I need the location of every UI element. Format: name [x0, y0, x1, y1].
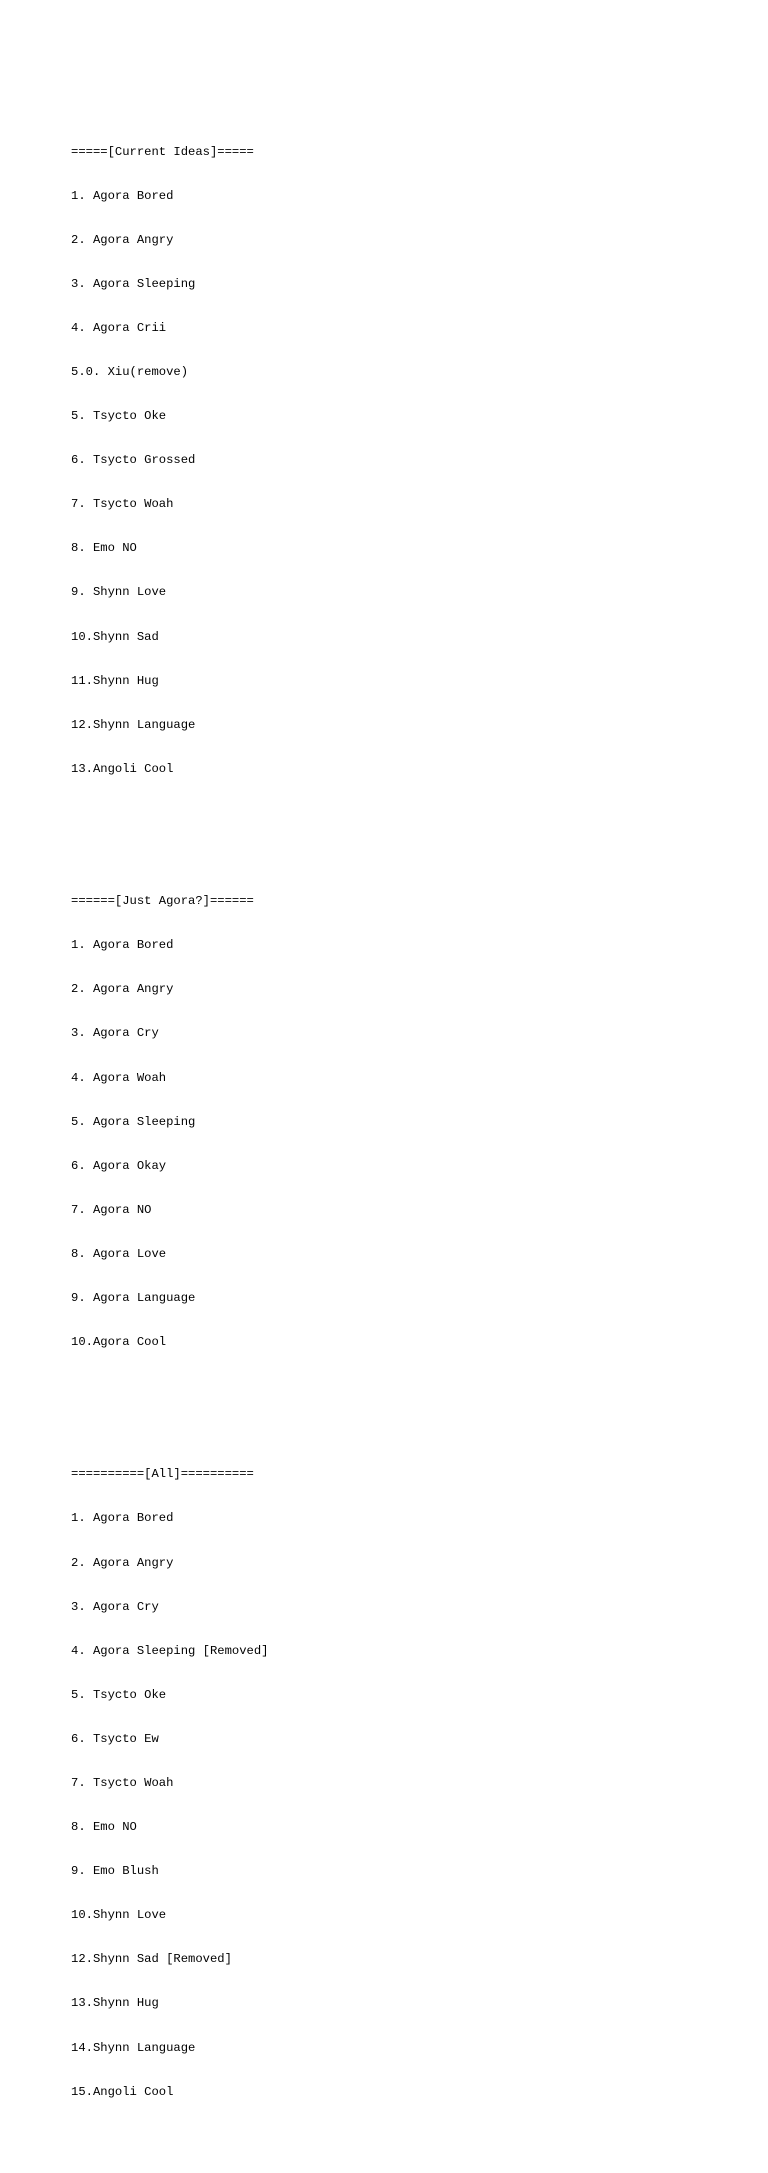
list-item: 12.Shynn Language	[71, 717, 196, 732]
list-item: 7. Agora NO	[71, 1202, 152, 1217]
list-item: 10.Shynn Sad	[71, 629, 159, 644]
list-item: 1. Agora Bored	[71, 1511, 174, 1526]
list-item: 1. Agora Bored	[71, 938, 174, 953]
section-header: ======[Just Agora?]======	[71, 894, 254, 909]
section-just-agora	[71, 865, 268, 1379]
list-item: 3. Agora Sleeping	[71, 276, 196, 291]
list-item: 4. Agora Sleeping [Removed]	[71, 1643, 269, 1658]
list-item: 5. Tsycto Oke	[71, 409, 167, 424]
list-item: 3. Agora Cry	[71, 1026, 159, 1041]
list-item: 13.Shynn Hug	[71, 1996, 159, 2011]
list-item: 11.Shynn Hug	[71, 673, 159, 688]
list-item: 10.Agora Cool	[71, 1335, 167, 1350]
text-document	[71, 71, 268, 2173]
list-item: 9. Emo Blush	[71, 1864, 159, 1879]
list-item: 15.Angoli Cool	[71, 2084, 174, 2099]
section-all	[71, 1438, 268, 2129]
list-item: 6. Agora Okay	[71, 1158, 167, 1173]
list-item: 4. Agora Crii	[71, 320, 167, 335]
section-current-ideas	[71, 115, 268, 806]
list-item: 5. Tsycto Oke	[71, 1687, 167, 1702]
list-item: 10.Shynn Love	[71, 1908, 167, 1923]
list-item: 7. Tsycto Woah	[71, 497, 174, 512]
list-item: 13.Angoli Cool	[71, 761, 174, 776]
list-item: 8. Emo NO	[71, 541, 137, 556]
list-item: 8. Agora Love	[71, 1246, 167, 1261]
list-item: 9. Agora Language	[71, 1290, 196, 1305]
list-item: 4. Agora Woah	[71, 1070, 167, 1085]
list-item: 2. Agora Angry	[71, 232, 174, 247]
list-item: 14.Shynn Language	[71, 2040, 196, 2055]
list-item: 3. Agora Cry	[71, 1599, 159, 1614]
list-item: 9. Shynn Love	[71, 585, 167, 600]
list-item: 8. Emo NO	[71, 1820, 137, 1835]
list-item: 1. Agora Bored	[71, 188, 174, 203]
list-item: 6. Tsycto Grossed	[71, 453, 196, 468]
section-header: =====[Current Ideas]=====	[71, 144, 254, 159]
list-item: 2. Agora Angry	[71, 1555, 174, 1570]
list-item: 5.0. Xiu(remove)	[71, 364, 189, 379]
section-header: ==========[All]==========	[71, 1467, 254, 1482]
list-item: 6. Tsycto Ew	[71, 1731, 159, 1746]
list-item: 12.Shynn Sad [Removed]	[71, 1952, 232, 1967]
list-item: 2. Agora Angry	[71, 982, 174, 997]
list-item: 7. Tsycto Woah	[71, 1776, 174, 1791]
list-item: 5. Agora Sleeping	[71, 1114, 196, 1129]
